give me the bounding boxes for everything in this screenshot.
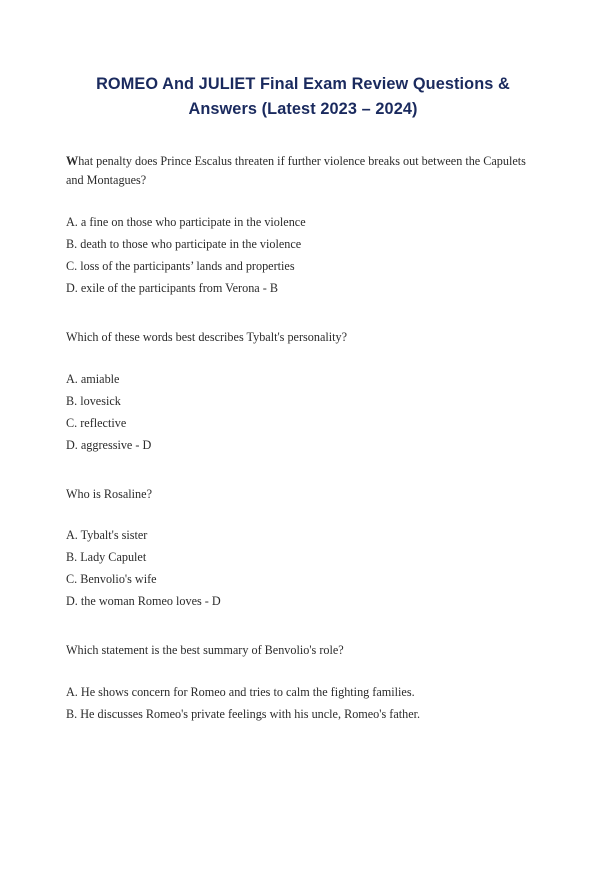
document-page <box>0 72 606 872</box>
question-block <box>66 641 540 725</box>
option-a: A. a fine on those who participate in the violence <box>66 215 306 229</box>
option-d: D. aggressive - D <box>66 437 152 452</box>
option-a: A. amiable <box>66 371 120 386</box>
page-title-line-1: ROMEO And JULIET Final Exam Review Questions & <box>96 75 510 93</box>
option-b: B. death to those who participate in the violence <box>66 237 302 251</box>
option-a: A. Tybalt's sister <box>66 528 148 542</box>
question-body: Which statement is the best summary of Benvolio's role? <box>66 643 344 657</box>
option-d: D. the woman Romeo loves - D <box>66 594 221 608</box>
page-title-line-2: Answers (Latest 2023 – 2024) <box>188 100 418 118</box>
document-body <box>0 152 606 725</box>
option-list <box>66 368 540 456</box>
option-c: C. reflective <box>66 415 127 430</box>
question-block <box>66 152 540 299</box>
option-b: B. lovesick <box>66 393 121 408</box>
page-title <box>0 72 606 122</box>
question-block <box>66 328 540 456</box>
option-list <box>66 524 540 612</box>
question-text <box>66 641 540 660</box>
option-d: D. exile of the participants from Verona - B <box>66 281 278 295</box>
question-text <box>66 152 540 189</box>
option-b: B. He discusses Romeo's private feelings with his uncle, Romeo's father. <box>66 706 421 721</box>
option-list <box>66 681 540 725</box>
option-list <box>66 211 540 299</box>
question-body: Which of these words best describes Tybalt's personality? <box>66 330 348 344</box>
option-a: A. He shows concern for Romeo and tries to calm the fighting families. <box>66 684 415 699</box>
option-b: B. Lady Capulet <box>66 550 147 564</box>
question-text <box>66 328 540 347</box>
question-body: Who is Rosaline? <box>66 486 152 501</box>
option-c: C. loss of the participants’ lands and properties <box>66 259 295 273</box>
question-block <box>66 485 540 613</box>
question-body: hat penalty does Prince Escalus threaten if further violence breaks out between the Capulets and Montagues? <box>66 154 526 187</box>
question-text <box>66 485 540 504</box>
option-c: C. Benvolio's wife <box>66 572 157 586</box>
drop-cap: W <box>66 154 79 168</box>
